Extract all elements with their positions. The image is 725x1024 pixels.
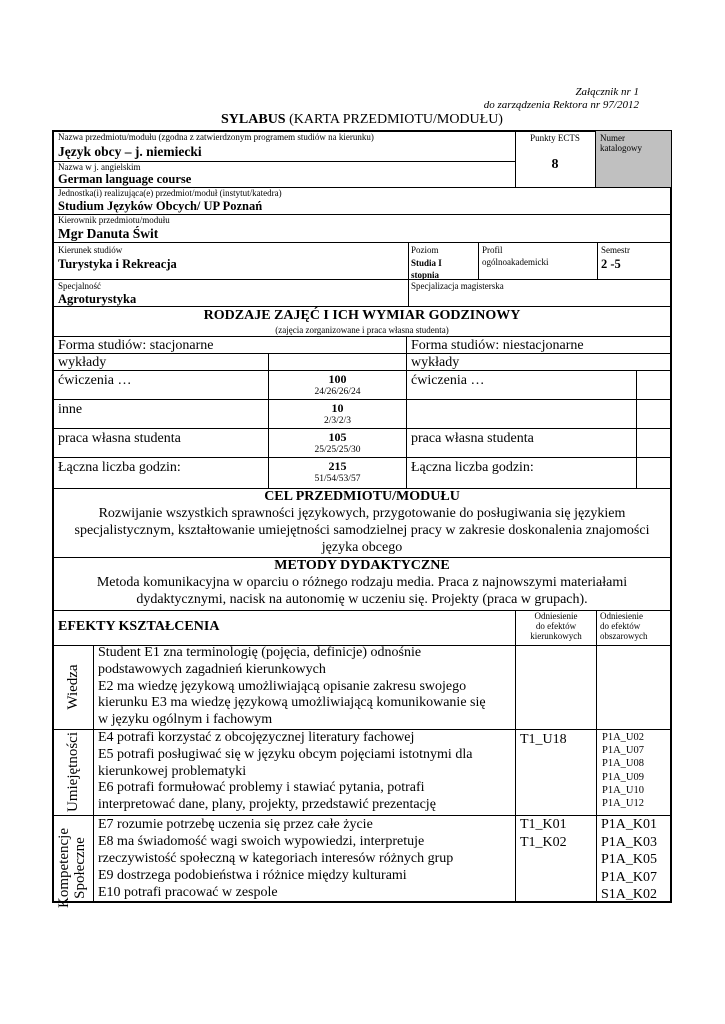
social-area-ref: P1A_K03 <box>601 834 658 850</box>
skills-dir-ref: T1_U18 <box>520 732 567 747</box>
skills-area-refs <box>602 731 644 810</box>
annex-annotation <box>484 86 639 112</box>
total-hours: 215 <box>328 459 347 473</box>
social-outcomes <box>98 816 453 901</box>
field-label: Kierunek studiów <box>58 245 123 255</box>
goal-line-2: specjalistycznym, kształtowanie umiejętności samodzielnej pracy w zakresie doskonalenia znajomości <box>74 523 650 538</box>
skills-area-ref: P1A_U08 <box>602 758 645 770</box>
goal-line-3: języka obcego <box>321 540 403 555</box>
knowledge-line: E2 ma wiedzę językową umożliwiającą opisanie zakresu swojego <box>98 678 467 694</box>
semester: 2 -5 <box>601 257 621 271</box>
skills-line: interpretować dane, plany, projekty, przedstawić prezentację <box>98 797 436 813</box>
profile: ogólnoakademicki <box>482 257 549 267</box>
skills-dir-refs <box>520 731 567 749</box>
unit: Studium Języków Obcych/ UP Poznań <box>58 199 263 213</box>
level-value-line-1: Studia I <box>411 258 442 268</box>
social-line: E9 dostrzega podobieństwa i różnice między kulturami <box>98 868 407 883</box>
exercises-total: 100 <box>328 372 347 386</box>
knowledge-line: w języku ogólnym i fachowym <box>98 712 273 728</box>
other-label: inne <box>58 402 83 417</box>
other-total: 10 <box>331 401 344 415</box>
course-name: Język obcy – j. niemiecki <box>58 144 202 159</box>
social-label-line-2: Społeczne <box>72 837 88 899</box>
methods-text <box>53 574 671 608</box>
specialty: Agroturystyka <box>58 292 137 306</box>
skills-line: kierunkowej problematyki <box>98 763 247 779</box>
page-title <box>52 112 672 128</box>
own-work-total: 105 <box>328 430 347 444</box>
skills-label: Umiejętności <box>65 732 81 812</box>
goal-title: CEL PRZEDMIOTU/MODUŁU <box>264 489 460 504</box>
english-name: German language course <box>58 172 192 186</box>
social-label-line-1: Kompetencje <box>56 828 72 908</box>
skills-area-ref: P1A_U10 <box>602 784 645 796</box>
masters-spec-label: Specjalizacja magisterska <box>411 281 504 291</box>
head-label: Kierownik przedmiotu/modułu <box>58 215 170 225</box>
social-label <box>56 823 90 913</box>
skills-line: E4 potrafi korzystać z obcojęzycznej literatury fachowej <box>98 730 415 745</box>
catalog-label: Numer katalogowy <box>600 133 642 153</box>
ref-area-line-3: obszarowych <box>600 631 648 641</box>
pt-total-label: Łączna liczba godzin: <box>411 460 534 475</box>
knowledge-line: kierunku E3 ma wiedzę językową umożliwiającą komunikowanie się <box>98 695 486 711</box>
head: Mgr Danuta Świt <box>58 226 159 241</box>
knowledge-label: Wiedza <box>65 664 81 710</box>
ref-dir-line-2: do efektów <box>535 621 577 631</box>
social-line: E10 potrafi pracować w zespole <box>98 885 278 900</box>
total-label: Łączna liczba godzin: <box>58 460 181 475</box>
annex-line-2: do zarządzenia Rektora nr 97/2012 <box>483 99 639 111</box>
level-value <box>411 257 442 281</box>
profile-label: Profil <box>482 245 503 255</box>
goal-text <box>53 505 671 556</box>
full-time-label: Forma studiów: stacjonarne <box>58 338 214 353</box>
goal-line-1: Rozwijanie wszystkich sprawności językowych, przygotowanie do posługiwania się językiem <box>98 506 626 521</box>
pt-own-work-label: praca własna studenta <box>411 431 534 446</box>
title-rest: (KARTA PRZEDMIOTU/MODUŁU) <box>285 112 503 127</box>
ref-area-label <box>600 611 647 641</box>
social-area-ref: P1A_K01 <box>601 817 658 832</box>
level-label: Poziom <box>411 245 439 255</box>
own-work-split: 25/25/25/30 <box>314 445 361 455</box>
skills-outcomes <box>98 730 472 814</box>
methods-line-2: dydaktycznymi, nacisk na autonomię w uczeniu się. Projekty (praca w grupach). <box>136 592 588 607</box>
pt-lectures-label: wykłady <box>411 355 460 370</box>
skills-area-ref: P1A_U02 <box>602 732 645 743</box>
skills-area-ref: P1A_U09 <box>602 771 645 783</box>
ref-area-line-1: Odniesienie <box>600 611 643 621</box>
ects-value: 8 <box>551 157 559 172</box>
social-dir-ref: T1_K01 <box>520 817 567 832</box>
annex-line-1: Załącznik nr 1 <box>575 86 639 98</box>
skills-line: E5 potrafi posługiwać się w języku obcym pojęciami istotnymi dla <box>98 746 473 762</box>
skills-area-ref: P1A_U12 <box>602 798 645 810</box>
lectures-label: wykłady <box>58 355 107 370</box>
ref-dir-line-3: kierunkowych <box>530 631 582 641</box>
semester-label: Semestr <box>601 245 630 255</box>
knowledge-outcomes <box>98 645 486 729</box>
total-split: 51/54/53/57 <box>314 474 361 484</box>
social-area-ref: P1A_K07 <box>601 869 658 885</box>
course-name-label: Nazwa przedmiotu/modułu (zgodna z zatwierdzonym programem studiów na kierunku) <box>58 132 374 142</box>
ref-area-line-2: do efektów <box>600 621 641 631</box>
other-split: 2/3/2/3 <box>324 416 351 426</box>
skills-line: E6 potrafi formułować problemy i stawiać pytania, potrafi <box>98 780 425 796</box>
unit-label: Jednostka(i) realizująca(e) przedmiot/moduł (instytut/katedra) <box>58 188 282 198</box>
social-line: E8 ma świadomość wagi swoich wypowiedzi, interpretuje <box>98 834 425 849</box>
english-name-label: Nazwa w j. angielskim <box>58 162 141 172</box>
social-area-refs <box>601 816 657 904</box>
title-bold: SYLABUS <box>221 112 286 127</box>
pt-exercises-label: ćwiczenia … <box>411 373 485 388</box>
own-work-label: praca własna studenta <box>58 431 181 446</box>
level-value-line-2: stopnia <box>411 270 440 280</box>
social-dir-refs <box>520 816 567 851</box>
social-dir-ref: T1_K02 <box>520 834 567 850</box>
social-area-ref: S1A_K02 <box>601 887 658 902</box>
social-area-ref: P1A_K05 <box>601 852 658 867</box>
exercises-split: 24/26/26/24 <box>314 387 361 397</box>
social-line: rzeczywistość społeczną w kategoriach interesów różnych grup <box>98 851 454 866</box>
knowledge-line: Student E1 zna terminologię (pojęcia, definicje) odnośnie <box>98 645 422 660</box>
hours-title: RODZAJE ZAJĘĆ I ICH WYMIAR GODZINOWY <box>203 308 521 323</box>
specialty-label: Specjalność <box>58 281 101 291</box>
skills-area-ref: P1A_U07 <box>602 745 645 757</box>
part-time-label: Forma studiów: niestacjonarne <box>411 338 584 353</box>
social-line: E7 rozumie potrzebę uczenia się przez całe życie <box>98 817 373 832</box>
ref-directional-label <box>518 611 594 641</box>
ref-dir-line-1: Odniesienie <box>534 611 578 621</box>
ects-label: Punkty ECTS <box>530 133 580 143</box>
field: Turystyka i Rekreacja <box>58 257 177 271</box>
knowledge-line: podstawowych zagadnień kierunkowych <box>98 661 326 677</box>
outcomes-title: EFEKTY KSZTAŁCENIA <box>58 619 220 634</box>
methods-line-1: Metoda komunikacyjna w oparciu o różnego rodzaju media. Praca z najnowszymi materiałami <box>96 575 628 590</box>
hours-subtitle: (zajęcia zorganizowane i praca własna studenta) <box>275 325 449 335</box>
methods-title: METODY DYDAKTYCZNE <box>274 558 450 573</box>
exercises-label: ćwiczenia … <box>58 373 132 388</box>
